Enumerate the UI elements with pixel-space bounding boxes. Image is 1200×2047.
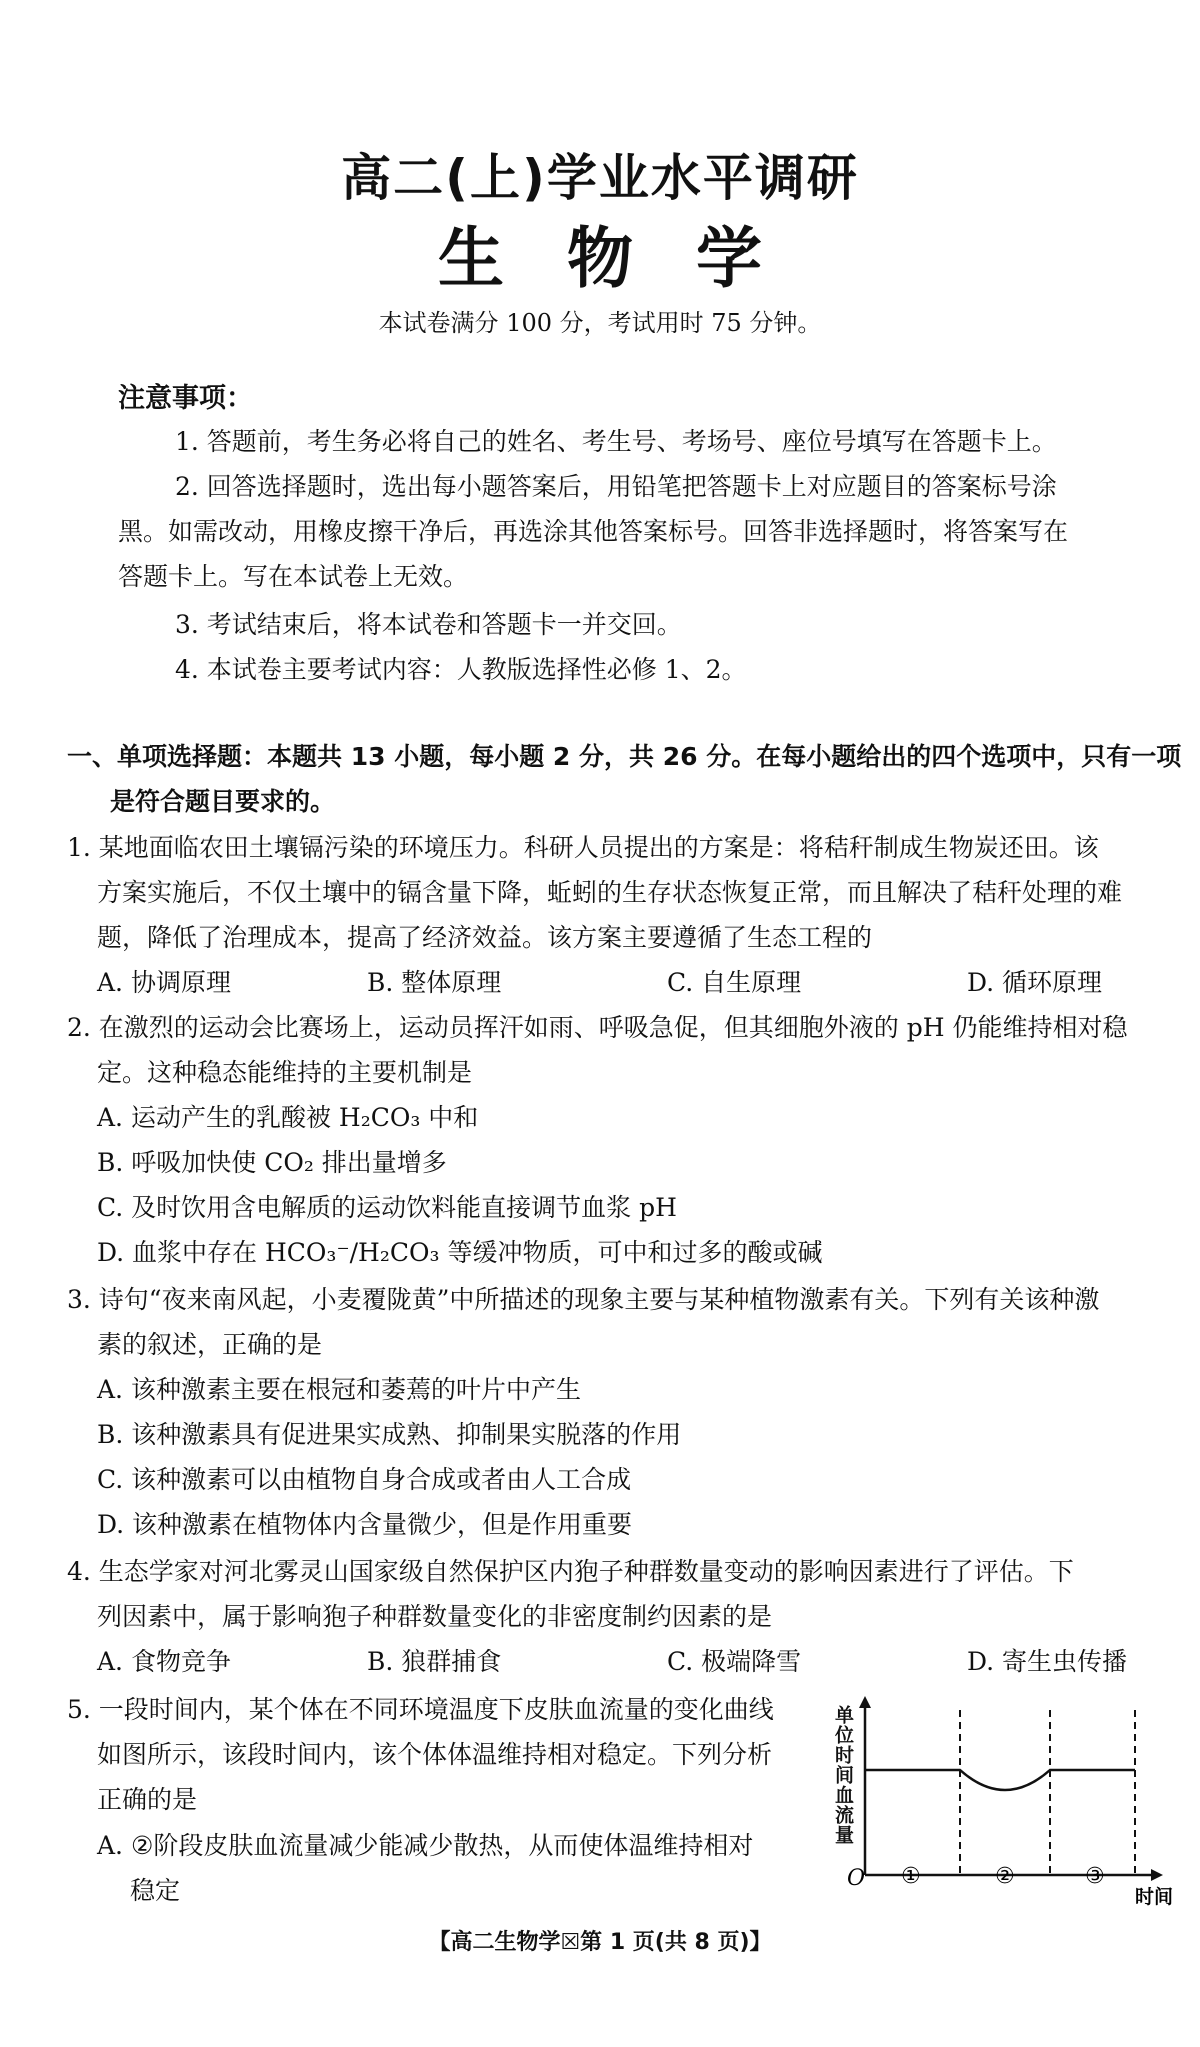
question-4-text: 4. 生态学家对河北雾灵山国家级自然保护区内狍子种群数量变动的影响因素进行了评估。下 (67, 1557, 1074, 1586)
question-2-text: 定。这种稳态能维持的主要机制是 (97, 1058, 473, 1087)
question-2-option-a: A. 运动产生的乳酸被 H₂CO₃ 中和 (97, 1103, 479, 1132)
question-2-option-d: D. 血浆中存在 HCO₃⁻/H₂CO₃ 等缓冲物质，可中和过多的酸或碱 (97, 1238, 823, 1267)
question-5-text: 如图所示，该段时间内，该个体体温维持相对稳定。下列分析 (97, 1740, 773, 1769)
question-1-option-a: A. 协调原理 (97, 968, 231, 997)
question-1-option-c: C. 自生原理 (667, 968, 802, 997)
question-4-option-c: C. 极端降雪 (667, 1647, 802, 1676)
question-3-text: 素的叙述，正确的是 (97, 1330, 323, 1359)
question-5-text: 5. 一段时间内，某个体在不同环境温度下皮肤血流量的变化曲线 (67, 1695, 774, 1724)
graph-origin: O (847, 1866, 866, 1891)
question-1-text: 1. 某地面临农田土壤镉污染的环境压力。科研人员提出的方案是：将秸秆制成生物炭还田。该 (67, 833, 1099, 862)
question-4-option-b: B. 狼群捕食 (367, 1647, 502, 1676)
subject-title: 生 物 学 (438, 220, 762, 297)
question-1-text: 题，降低了治理成本，提高了经济效益。该方案主要遵循了生态工程的 (97, 923, 873, 952)
stage-dividers (960, 1710, 1135, 1875)
section-heading: 一、单项选择题：本题共 13 小题，每小题 2 分，共 26 分。在每小题给出的四个选项中，只有一项 (67, 742, 1182, 771)
graph-x-label: 时间 (1135, 1886, 1174, 1908)
question-5-text: 正确的是 (97, 1785, 198, 1814)
notice-line: 答题卡上。写在本试卷上无效。 (118, 562, 469, 591)
exam-meta: 本试卷满分 100 分，考试用时 75 分钟。 (378, 309, 822, 337)
question-3-option-b: B. 该种激素具有促进果实成熟、抑制果实脱落的作用 (97, 1420, 682, 1449)
question-2-text: 2. 在激烈的运动会比赛场上，运动员挥汗如雨、呼吸急促，但其细胞外液的 pH 仍能维持相对稳 (67, 1013, 1128, 1042)
graph-y-label: 单位时间血流量 (832, 1705, 854, 1845)
question-1-option-d: D. 循环原理 (967, 968, 1103, 997)
section-heading-cont: 是符合题目要求的。 (110, 787, 336, 816)
notice-line: 1. 答题前，考生务必将自己的姓名、考生号、考场号、座位号填写在答题卡上。 (175, 427, 1057, 456)
stage-label-3: ③ (1085, 1864, 1105, 1889)
question-1-text: 方案实施后，不仅土壤中的镉含量下降，蚯蚓的生存状态恢复正常，而且解决了秸秆处理的难 (97, 878, 1123, 907)
question-3-option-d: D. 该种激素在植物体内含量微少，但是作用重要 (97, 1510, 633, 1539)
notice-line: 黑。如需改动，用橡皮擦干净后，再选涂其他答案标号。回答非选择题时，将答案写在 (118, 517, 1069, 546)
question-3-option-c: C. 该种激素可以由植物自身合成或者由人工合成 (97, 1465, 632, 1494)
notice-line: 2. 回答选择题时，选出每小题答案后，用铅笔把答题卡上对应题目的答案标号涂 (175, 472, 1057, 501)
question-3-text: 3. 诗句“夜来南风起，小麦覆陇黄”中所描述的现象主要与某种植物激素有关。下列有关该种激 (67, 1285, 1100, 1314)
notice-line: 3. 考试结束后，将本试卷和答题卡一并交回。 (175, 610, 682, 639)
page-footer: 【高二生物学☒第 1 页(共 8 页)】 (428, 1930, 772, 1955)
notice-line: 4. 本试卷主要考试内容：人教版选择性必修 1、2。 (175, 655, 747, 684)
question-4-text: 列因素中，属于影响狍子种群数量变化的非密度制约因素的是 (97, 1602, 773, 1631)
question-4-option-d: D. 寄生虫传播 (967, 1647, 1128, 1676)
question-5-option-a: A. ②阶段皮肤血流量减少能减少散热，从而使体温维持相对 (97, 1831, 754, 1860)
question-3-option-a: A. 该种激素主要在根冠和萎蔫的叶片中产生 (97, 1375, 581, 1404)
question-2-option-b: B. 呼吸加快使 CO₂ 排出量增多 (97, 1148, 447, 1177)
question-1-option-b: B. 整体原理 (367, 968, 502, 997)
stage-label-2: ② (995, 1864, 1015, 1889)
exam-title: 高二(上)学业水平调研 (341, 149, 859, 207)
blood-flow-curve (865, 1770, 1135, 1790)
stage-label-1: ① (901, 1864, 921, 1889)
question-4-option-a: A. 食物竞争 (97, 1647, 231, 1676)
question-2-option-c: C. 及时饮用含电解质的运动饮料能直接调节血浆 pH (97, 1193, 677, 1222)
notice-heading: 注意事项： (118, 383, 253, 414)
question-5-option-a-cont: 稳定 (130, 1876, 181, 1905)
blood-flow-graph (835, 1690, 1185, 1920)
